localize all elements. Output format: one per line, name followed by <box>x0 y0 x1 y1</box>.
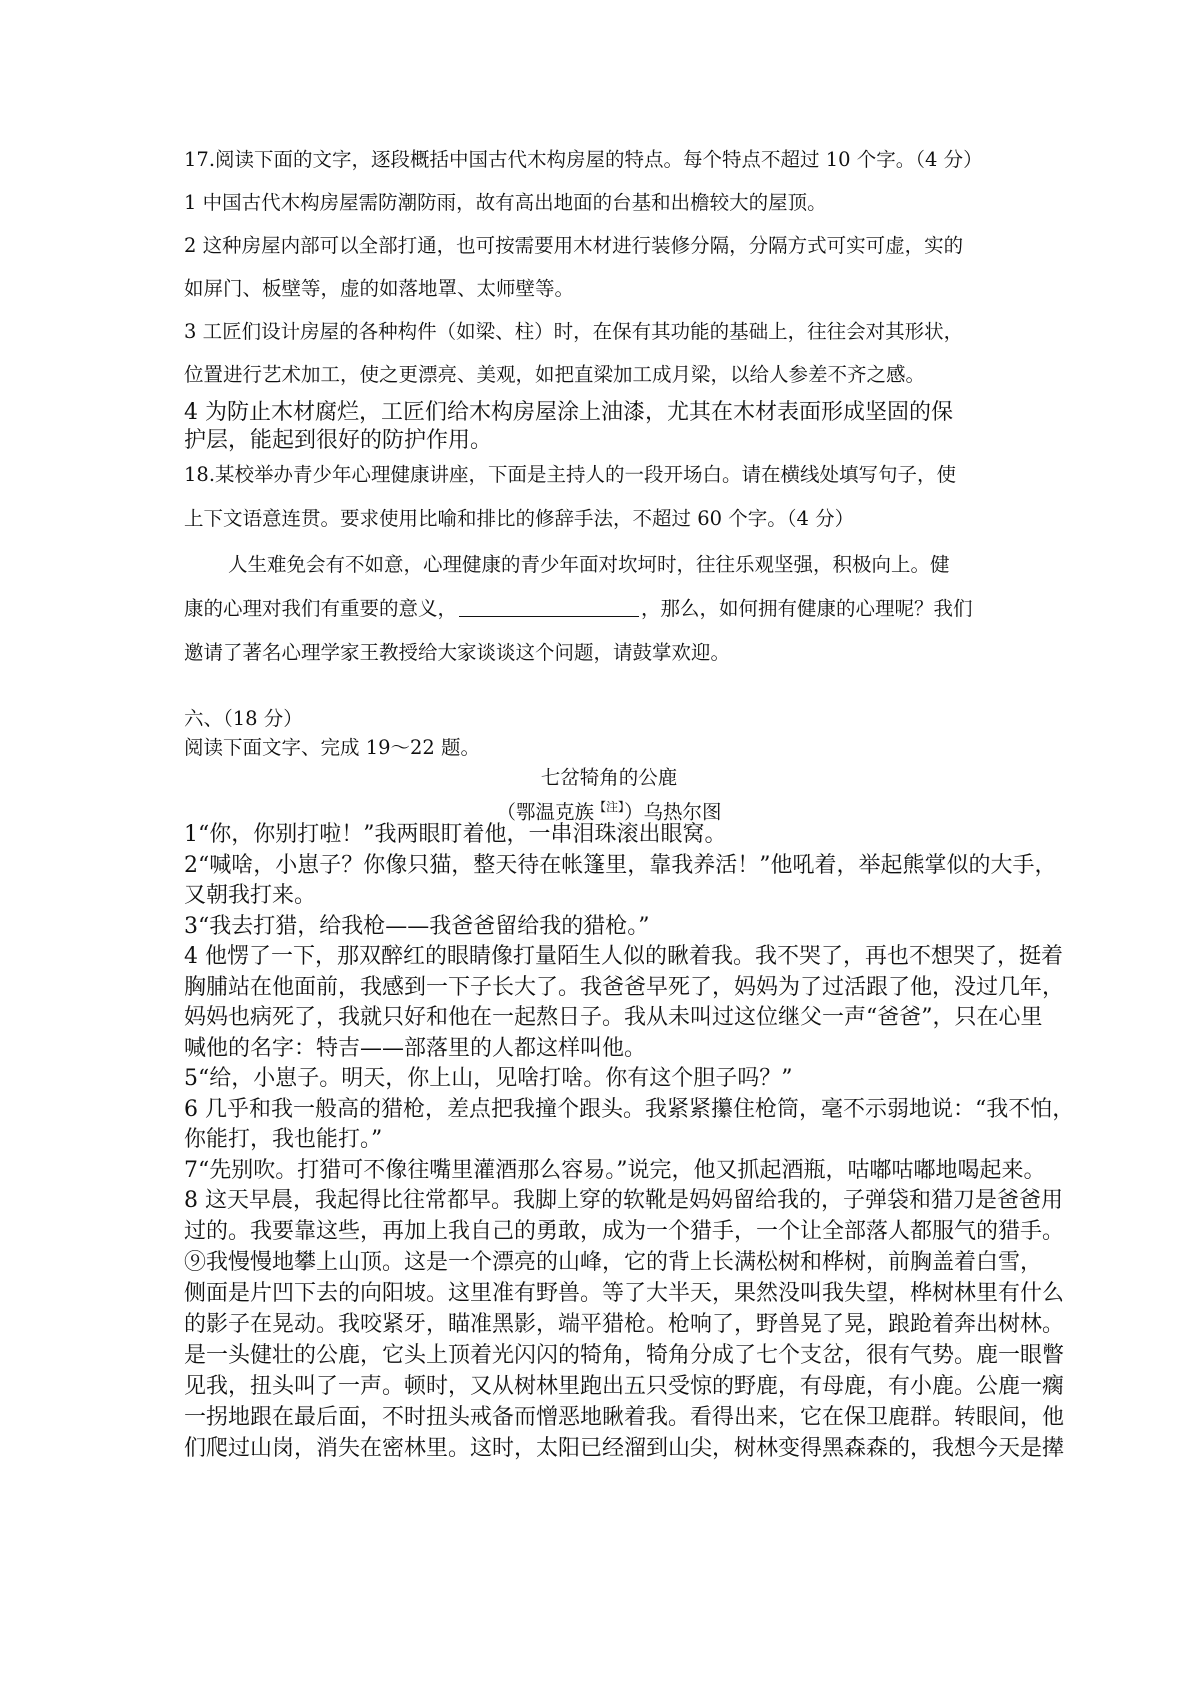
q18-body-2 <box>184 596 1034 622</box>
story-line: 又朝我打来。 <box>184 883 317 908</box>
story-line: 8 这天早晨，我起得比往常都早。我脚上穿的软靴是妈妈留给我的，子弹袋和猎刀是爸爸用 <box>184 1188 1063 1213</box>
author-suffix: ）乌热尔图 <box>624 800 722 824</box>
section-heading: 六、（18 分） <box>184 707 303 730</box>
q17-title: 17.阅读下面的文字，逐段概括中国古代木构房屋的特点。每个特点不超过 10 个字。（4 分） <box>184 148 983 171</box>
answer-blank[interactable] <box>459 596 639 617</box>
q17-para-3a: 3 工匠们设计房屋的各种构件（如梁、柱）时，在保有其功能的基础上，往往会对其形状， <box>184 320 964 343</box>
story-line: 一拐地跟在最后面，不时扭头戒备而憎恶地瞅着我。看得出来，它在保卫鹿群。转眼间，他 <box>184 1405 1065 1430</box>
story-line: 你能打，我也能打。” <box>184 1127 383 1152</box>
q17-para-1: 1 中国古代木构房屋需防潮防雨，故有高出地面的台基和出檐较大的屋顶。 <box>184 191 827 214</box>
story-line: 2“喊啥，小崽子？你像只猫，整天待在帐篷里，靠我养活！”他吼着，举起熊掌似的大手， <box>184 853 1057 878</box>
story-line: 见我，扭头叫了一声。顿时，又从树林里跑出五只受惊的野鹿，有母鹿，有小鹿。公鹿一瘸 <box>184 1374 1065 1399</box>
q17-para-3b: 位置进行艺术加工，使之更漂亮、美观，如把直梁加工成月梁，以给人参差不齐之感。 <box>184 363 926 386</box>
story-title: 七岔犄角的公鹿 <box>540 766 678 789</box>
story-line: 5“给，小崽子。明天，你上山，见啥打啥。你有这个胆子吗？” <box>184 1066 793 1091</box>
q18-title-2: 上下文语意连贯。要求使用比喻和排比的修辞手法，不超过 60 个字。（4 分） <box>184 507 855 530</box>
story-line: 们爬过山岗，消失在密林里。这时，太阳已经溜到山尖，树林变得黑森森的，我想今天是撵 <box>184 1436 1065 1461</box>
author-prefix: （鄂温克族 <box>496 800 594 824</box>
q17-para-2b: 如屏门、板壁等，虚的如落地罩、太师壁等。 <box>184 277 575 300</box>
story-line: ⑨我慢慢地攀上山顶。这是一个漂亮的山峰，它的背上长满松树和桦树，前胸盖着白雪， <box>184 1250 1043 1275</box>
story-line: 7“先别吹。打猎可不像往嘴里灌酒那么容易。”说完，他又抓起酒瓶，咕嘟咕嘟地喝起来。 <box>184 1158 1046 1183</box>
author-footnote-mark: 【注】 <box>593 800 624 814</box>
q17-para-2a: 2 这种房屋内部可以全部打通，也可按需要用木材进行装修分隔，分隔方式可实可虚，实的 <box>184 234 964 257</box>
q18-body-3: 邀请了著名心理学家王教授给大家谈谈这个问题，请鼓掌欢迎。 <box>184 641 731 664</box>
story-author <box>184 794 1034 826</box>
story-line: 6 几乎和我一般高的猎枪，差点把我撞个跟头。我紧紧攥住枪筒，毫不示弱地说：“我不怕， <box>184 1097 1075 1122</box>
story-line: 过的。我要靠这些，再加上我自己的勇敢，成为一个猎手，一个让全部落人都服气的猎手。 <box>184 1219 1065 1244</box>
q18-body-2b: ，那么，如何拥有健康的心理呢？我们 <box>641 597 973 620</box>
q17-para-4a: 4 为防止木材腐烂，工匠们给木构房屋涂上油漆，尤其在木材表面形成坚固的保 <box>184 400 953 425</box>
section-instruction: 阅读下面文字、完成 19～22 题。 <box>184 736 481 759</box>
q17-para-4b: 护层，能起到很好的防护作用。 <box>184 428 493 453</box>
q18-title-1: 18.某校举办青少年心理健康讲座，下面是主持人的一段开场白。请在横线处填写句子，使 <box>184 463 957 486</box>
story-line: 3“我去打猎，给我枪——我爸爸留给我的猎枪。” <box>184 914 650 939</box>
story-line: 的影子在晃动。我咬紧牙，瞄准黑影，端平猎枪。枪响了，野兽晃了晃，踉跄着奔出树林。 <box>184 1312 1065 1337</box>
story-line: 胸脯站在他面前，我感到一下子长大了。我爸爸早死了，妈妈为了过活跟了他，没过几年， <box>184 975 1065 1000</box>
story-line: 是一头健壮的公鹿，它头上顶着光闪闪的犄角，犄角分成了七个支岔，很有气势。鹿一眼瞥 <box>184 1343 1065 1368</box>
story-line: 妈妈也病死了，我就只好和他在一起熬日子。我从未叫过这位继父一声“爸爸”，只在心里 <box>184 1005 1043 1030</box>
q18-body-2a: 康的心理对我们有重要的意义， <box>184 597 458 620</box>
story-line: 1“你，你别打啦！”我两眼盯着他，一串泪珠滚出眼窝。 <box>184 822 727 847</box>
story-line: 喊他的名字：特吉——部落里的人都这样叫他。 <box>184 1036 647 1061</box>
story-line: 侧面是片凹下去的向阳坡。这里准有野兽。等了大半天，果然没叫我失望，桦树林里有什么 <box>184 1281 1065 1306</box>
story-line: 4 他愣了一下，那双醉红的眼睛像打量陌生人似的瞅着我。我不哭了，再也不想哭了，挺着 <box>184 944 1063 969</box>
q18-body-1: 人生难免会有不如意，心理健康的青少年面对坎坷时，往往乐观坚强，积极向上。健 <box>228 553 950 576</box>
